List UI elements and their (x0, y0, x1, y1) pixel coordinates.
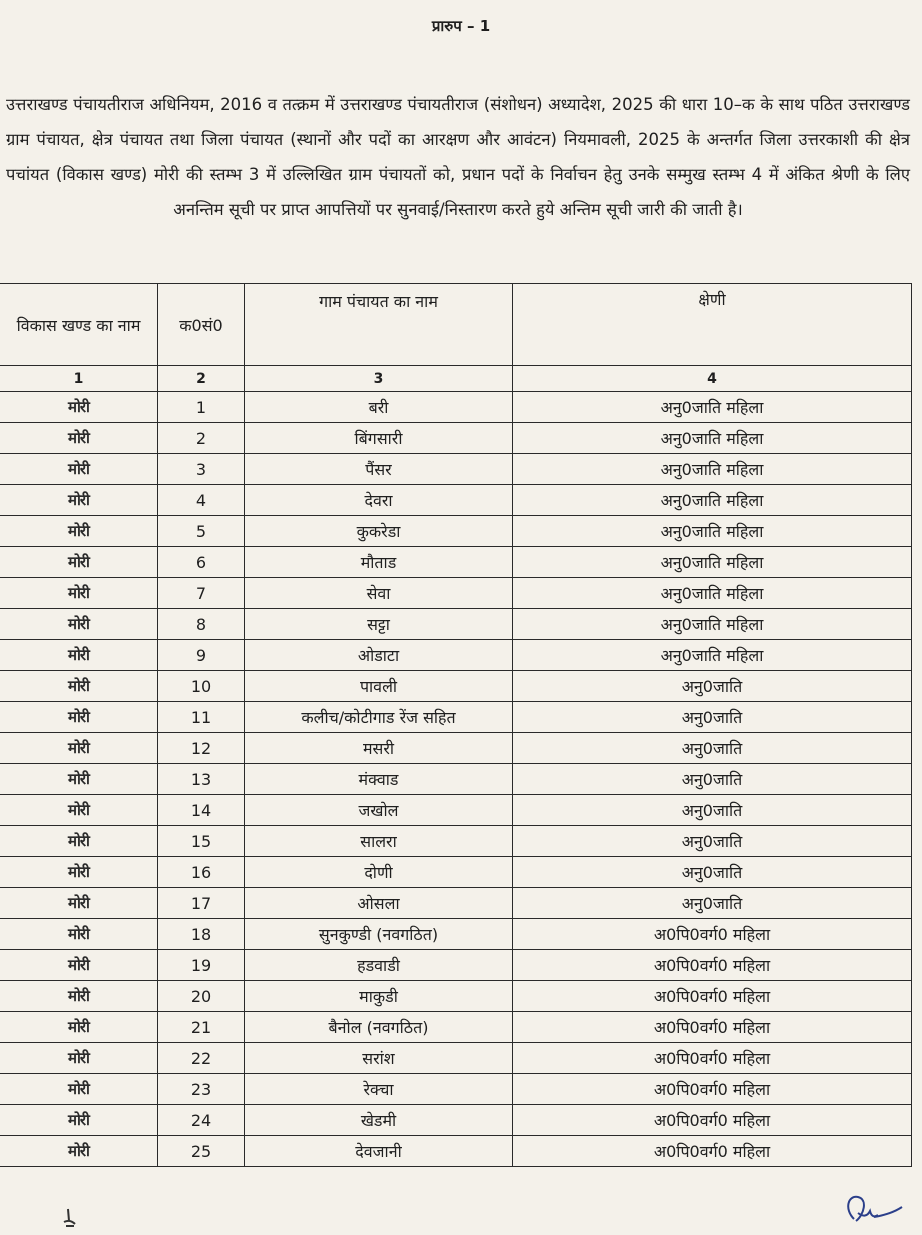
gram-panchayat-cell: सरांश (245, 1043, 513, 1074)
column-number: 3 (245, 366, 513, 392)
table-row (0, 392, 912, 423)
serial-no-cell: 20 (158, 981, 245, 1012)
table-row (0, 1074, 912, 1105)
serial-no-cell: 10 (158, 671, 245, 702)
serial-no-cell: 24 (158, 1105, 245, 1136)
table-row (0, 919, 912, 950)
table-row (0, 671, 912, 702)
table-row (0, 1012, 912, 1043)
serial-no-cell: 1 (158, 392, 245, 423)
gram-panchayat-cell: खेडमी (245, 1105, 513, 1136)
block-name-cell: मोरी (0, 671, 158, 702)
block-name-cell: मोरी (0, 764, 158, 795)
block-name-cell: मोरी (0, 609, 158, 640)
serial-no-cell: 6 (158, 547, 245, 578)
serial-no-cell: 7 (158, 578, 245, 609)
serial-no-cell: 9 (158, 640, 245, 671)
gram-panchayat-cell: देवजानी (245, 1136, 513, 1167)
category-cell: अ0पि0वर्ग0 महिला (513, 950, 912, 981)
gram-panchayat-cell: हडवाडी (245, 950, 513, 981)
gram-panchayat-cell: बरी (245, 392, 513, 423)
serial-no-cell: 23 (158, 1074, 245, 1105)
category-cell: अनु0जाति (513, 826, 912, 857)
gram-panchayat-cell: बैनोल (नवगठित) (245, 1012, 513, 1043)
header-category: क्षेणी (513, 284, 912, 366)
table-row (0, 423, 912, 454)
block-name-cell: मोरी (0, 888, 158, 919)
gram-panchayat-cell: कुकरेडा (245, 516, 513, 547)
block-name-cell: मोरी (0, 392, 158, 423)
table-row (0, 888, 912, 919)
gram-panchayat-cell: मसरी (245, 733, 513, 764)
block-name-cell: मोरी (0, 857, 158, 888)
category-cell: अनु0जाति महिला (513, 516, 912, 547)
header-gram-panchayat: गाम पंचायत का नाम (245, 284, 513, 366)
header-serial-no: क0सं0 (158, 284, 245, 366)
block-name-cell: मोरी (0, 981, 158, 1012)
category-cell: अनु0जाति महिला (513, 392, 912, 423)
gram-panchayat-cell: पैंसर (245, 454, 513, 485)
block-name-cell: मोरी (0, 516, 158, 547)
table-row (0, 547, 912, 578)
pen-mark-icon (60, 1207, 82, 1229)
serial-no-cell: 22 (158, 1043, 245, 1074)
block-name-cell: मोरी (0, 485, 158, 516)
category-cell: अनु0जाति महिला (513, 578, 912, 609)
gram-panchayat-cell: सट्टा (245, 609, 513, 640)
gram-panchayat-cell: सेवा (245, 578, 513, 609)
table-header-row (0, 284, 912, 366)
category-cell: अ0पि0वर्ग0 महिला (513, 919, 912, 950)
table-row (0, 454, 912, 485)
category-cell: अनु0जाति (513, 764, 912, 795)
block-name-cell: मोरी (0, 640, 158, 671)
gram-panchayat-cell: पावली (245, 671, 513, 702)
table-body (0, 392, 912, 1167)
column-number: 1 (0, 366, 158, 392)
serial-no-cell: 17 (158, 888, 245, 919)
header-block-name: विकास खण्ड का नाम (0, 284, 158, 366)
category-cell: अ0पि0वर्ग0 महिला (513, 1074, 912, 1105)
category-cell: अनु0जाति महिला (513, 547, 912, 578)
table-row (0, 516, 912, 547)
signature-icon (834, 1189, 904, 1233)
serial-no-cell: 21 (158, 1012, 245, 1043)
block-name-cell: मोरी (0, 578, 158, 609)
block-name-cell: मोरी (0, 702, 158, 733)
gram-panchayat-cell: सालरा (245, 826, 513, 857)
table-row (0, 857, 912, 888)
table-row (0, 485, 912, 516)
block-name-cell: मोरी (0, 826, 158, 857)
gram-panchayat-cell: जखोल (245, 795, 513, 826)
table-row (0, 609, 912, 640)
category-cell: अनु0जाति (513, 733, 912, 764)
gram-panchayat-cell: देवरा (245, 485, 513, 516)
serial-no-cell: 13 (158, 764, 245, 795)
gram-panchayat-cell: माकुडी (245, 981, 513, 1012)
serial-no-cell: 8 (158, 609, 245, 640)
category-cell: अ0पि0वर्ग0 महिला (513, 1012, 912, 1043)
category-cell: अनु0जाति महिला (513, 609, 912, 640)
category-cell: अनु0जाति (513, 888, 912, 919)
category-cell: अनु0जाति (513, 671, 912, 702)
serial-no-cell: 14 (158, 795, 245, 826)
reservation-table-wrap (0, 283, 912, 1167)
serial-no-cell: 3 (158, 454, 245, 485)
reservation-table (0, 283, 912, 1167)
serial-no-cell: 16 (158, 857, 245, 888)
gram-panchayat-cell: दोणी (245, 857, 513, 888)
gram-panchayat-cell: मंक्वाड (245, 764, 513, 795)
category-cell: अ0पि0वर्ग0 महिला (513, 1043, 912, 1074)
block-name-cell: मोरी (0, 1105, 158, 1136)
gram-panchayat-cell: कलीच/कोटीगाड रेंज सहित (245, 702, 513, 733)
gram-panchayat-cell: सुनकुण्डी (नवगठित) (245, 919, 513, 950)
serial-no-cell: 18 (158, 919, 245, 950)
gram-panchayat-cell: रेक्चा (245, 1074, 513, 1105)
gram-panchayat-cell: ओसला (245, 888, 513, 919)
block-name-cell: मोरी (0, 1136, 158, 1167)
category-cell: अ0पि0वर्ग0 महिला (513, 981, 912, 1012)
block-name-cell: मोरी (0, 423, 158, 454)
table-row (0, 981, 912, 1012)
category-cell: अनु0जाति (513, 857, 912, 888)
table-row (0, 950, 912, 981)
serial-no-cell: 12 (158, 733, 245, 764)
column-number: 4 (513, 366, 912, 392)
intro-paragraph: उत्तराखण्ड पंचायतीराज अधिनियम, 2016 व तत्क्रम में उत्तराखण्ड पंचायतीराज (संशोधन) अध्यादेश, 2025 की धारा 10–क के साथ पठित उत्तराखण्ड ग्राम पंचायत, क्षेत्र पंचायत तथा जिला पंचायत (स्थानों और पदों का आरक्षण और आवंटन) नियमावली, 2025 के अन्तर्गत जिला उत्तरकाशी की क्षेत्र पचांयत (विकास खण्ड) मोरी की स्तम्भ 3 में उल्लिखित ग्राम पंचायतों को, प्रधान पदों के निर्वाचन हेतु उनके सम्मुख स्तम्भ 4 में अंकित श्रेणी के लिए अनन्तिम सूची पर प्राप्त आपत्तियों पर सुनवाई/निस्तारण करते हुये अन्तिम सूची जारी की जाती है। (6, 94, 910, 219)
gram-panchayat-cell: ओडाटा (245, 640, 513, 671)
block-name-cell: मोरी (0, 733, 158, 764)
block-name-cell: मोरी (0, 1043, 158, 1074)
block-name-cell: मोरी (0, 1012, 158, 1043)
serial-no-cell: 25 (158, 1136, 245, 1167)
gram-panchayat-cell: बिंगसारी (245, 423, 513, 454)
table-row (0, 764, 912, 795)
table-row (0, 702, 912, 733)
column-number: 2 (158, 366, 245, 392)
table-row (0, 795, 912, 826)
table-row (0, 1043, 912, 1074)
table-row (0, 1136, 912, 1167)
block-name-cell: मोरी (0, 454, 158, 485)
table-row (0, 733, 912, 764)
block-name-cell: मोरी (0, 919, 158, 950)
block-name-cell: मोरी (0, 950, 158, 981)
category-cell: अनु0जाति (513, 702, 912, 733)
serial-no-cell: 4 (158, 485, 245, 516)
category-cell: अनु0जाति महिला (513, 423, 912, 454)
page-title: प्रारुप – 1 (431, 17, 491, 35)
block-name-cell: मोरी (0, 795, 158, 826)
serial-no-cell: 11 (158, 702, 245, 733)
table-row (0, 826, 912, 857)
category-cell: अ0पि0वर्ग0 महिला (513, 1136, 912, 1167)
gram-panchayat-cell: मौताड (245, 547, 513, 578)
table-row (0, 1105, 912, 1136)
category-cell: अनु0जाति (513, 795, 912, 826)
block-name-cell: मोरी (0, 547, 158, 578)
serial-no-cell: 5 (158, 516, 245, 547)
category-cell: अनु0जाति महिला (513, 454, 912, 485)
serial-no-cell: 2 (158, 423, 245, 454)
category-cell: अनु0जाति महिला (513, 485, 912, 516)
serial-no-cell: 19 (158, 950, 245, 981)
table-row (0, 578, 912, 609)
category-cell: अनु0जाति महिला (513, 640, 912, 671)
block-name-cell: मोरी (0, 1074, 158, 1105)
category-cell: अ0पि0वर्ग0 महिला (513, 1105, 912, 1136)
table-row (0, 640, 912, 671)
serial-no-cell: 15 (158, 826, 245, 857)
column-number-row (0, 366, 912, 392)
